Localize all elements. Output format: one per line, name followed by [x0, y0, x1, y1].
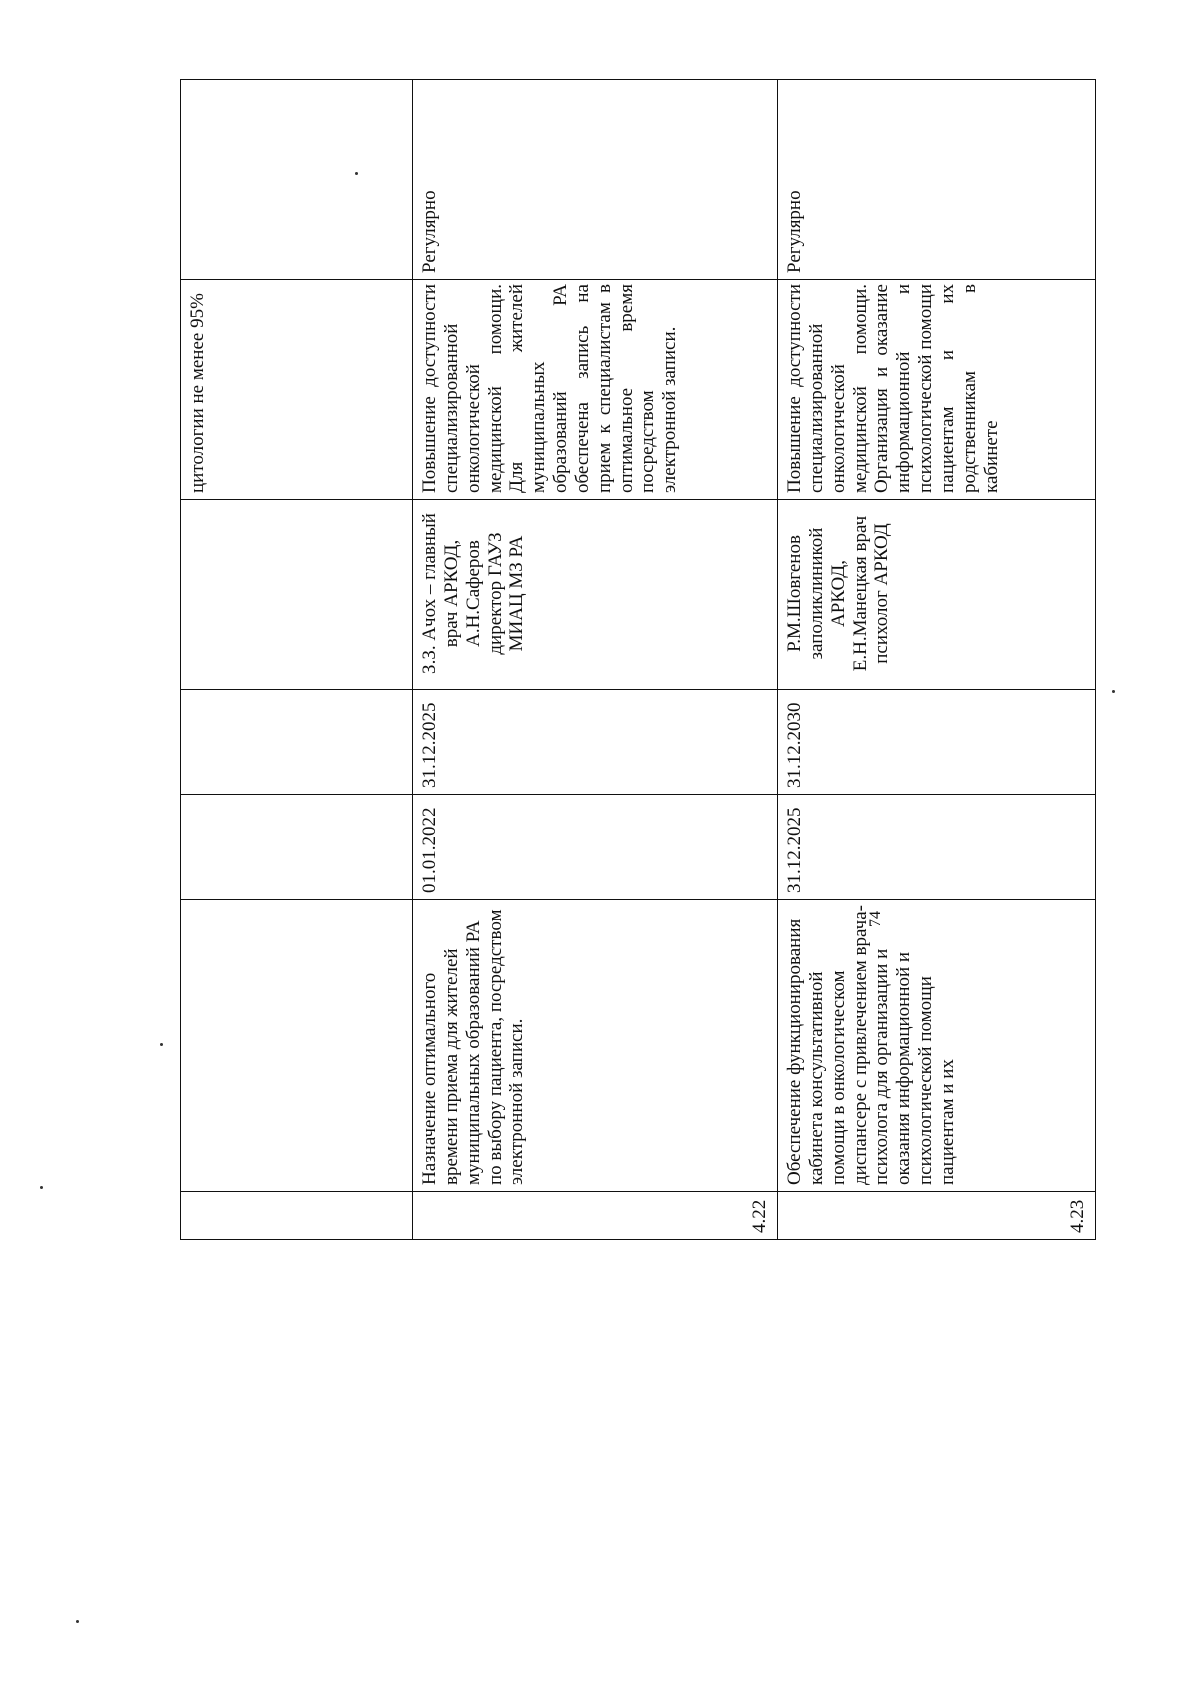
cell-periodicity: Регулярно: [778, 80, 1096, 280]
cell-start-empty: [181, 795, 413, 900]
table-row-continuation: [181, 80, 413, 1240]
cell-end-date: 31.12.2030: [778, 690, 1096, 795]
responsible-line-1: З.З. Ачох – главный врач АРКОД,: [419, 513, 462, 674]
scan-speck: [1112, 690, 1115, 693]
page-number: 74: [867, 911, 884, 927]
cell-number: 4.23: [778, 1192, 1096, 1240]
plan-table: [180, 79, 1096, 1240]
responsible-line-2: Е.Н.Манецкая врач психолог АРКОД: [849, 515, 893, 672]
cell-responsible: [413, 500, 778, 690]
cell-result: Повышение доступности специализированной онкологической медицинской помощи. Организация и оказание информационной и психологической помощи пациентам и их родственникам в кабинете: [778, 280, 1096, 500]
cell-end-empty: [181, 690, 413, 795]
cell-activity-empty: [181, 900, 413, 1192]
responsible-line-1: Р.М.Шовгенов заполиклиникой АРКОД,: [784, 527, 849, 660]
table-row: [778, 80, 1096, 1240]
responsible-line-2: А.Н.Саферов директор ГАУЗ МИАЦ МЗ РА: [462, 532, 528, 655]
cell-result: Повышение доступности специализированной онкологической медицинской помощи. Для жителей муниципальных образований РА обеспечена запись на прием к специалистам в оптимальное время посредством электронной записи.: [413, 280, 778, 500]
table-row: [413, 80, 778, 1240]
cell-result-continuation: цитологии не менее 95%: [181, 280, 413, 500]
scan-speck: [355, 172, 358, 175]
scan-speck: [40, 1186, 43, 1189]
cell-periodicity: Регулярно: [413, 80, 778, 280]
cell-periodicity-empty: [181, 80, 413, 280]
cell-start-date: 31.12.2025: [778, 795, 1096, 900]
cell-activity: Обеспечение функционирования кабинета консультативной помощи в онкологическом диспансере с привлечением врача-психолога для организации и оказания информационной и психологической помощи пациентам и их: [778, 900, 1096, 1192]
cell-activity: Назначение оптимального времени приема для жителей муниципальных образований РА по выбору пациента, посредством электронной записи.: [413, 900, 778, 1192]
cell-number: 4.22: [413, 1192, 778, 1240]
cell-number-empty: [181, 1192, 413, 1240]
scan-speck: [76, 1620, 79, 1623]
cell-start-date: 01.01.2022: [413, 795, 778, 900]
scan-speck: [160, 1043, 163, 1046]
cell-responsible: [778, 500, 1096, 690]
cell-responsible-empty: [181, 500, 413, 690]
rotated-table-container: [180, 80, 1095, 1240]
cell-end-date: 31.12.2025: [413, 690, 778, 795]
